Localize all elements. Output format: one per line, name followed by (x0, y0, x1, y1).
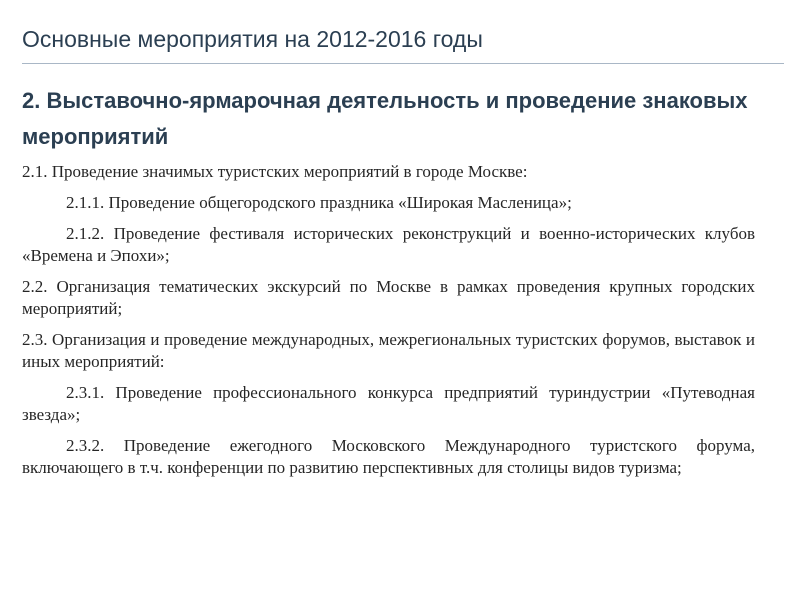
list-item-2-3-2: 2.3.2. Проведение ежегодного Московского Международного туристского форума, включающего в т.ч. конференции по развитию перспективных для столицы видов туризма; (22, 436, 755, 477)
page-title: Основные мероприятия на 2012-2016 годы (22, 26, 483, 52)
list-item-2-3-1: 2.3.1. Проведение профессионального конкурса предприятий туриндустрии «Путеводная звезда»; (22, 383, 755, 424)
list-item-2-2: 2.2. Организация тематических экскурсий по Москве в рамках проведения крупных городских мероприятий; (22, 277, 755, 318)
list-item-2-3: 2.3. Организация и проведение международных, межрегиональных туристских форумов, выставок и иных мероприятий: (22, 330, 755, 371)
list-item-2-1-1: 2.1.1. Проведение общегородского праздника «Широкая Масленица»; (66, 193, 572, 212)
list-item-2-1: 2.1. Проведение значимых туристских мероприятий в городе Москве: (22, 162, 528, 181)
section-heading: 2. Выставочно-ярмарочная деятельность и проведение знаковых мероприятий (22, 88, 748, 149)
event-list (22, 161, 755, 488)
list-item-2-1-2: 2.1.2. Проведение фестиваля исторических реконструкций и военно-исторических клубов «Времена и Эпохи»; (22, 224, 755, 265)
title-divider (22, 63, 784, 64)
